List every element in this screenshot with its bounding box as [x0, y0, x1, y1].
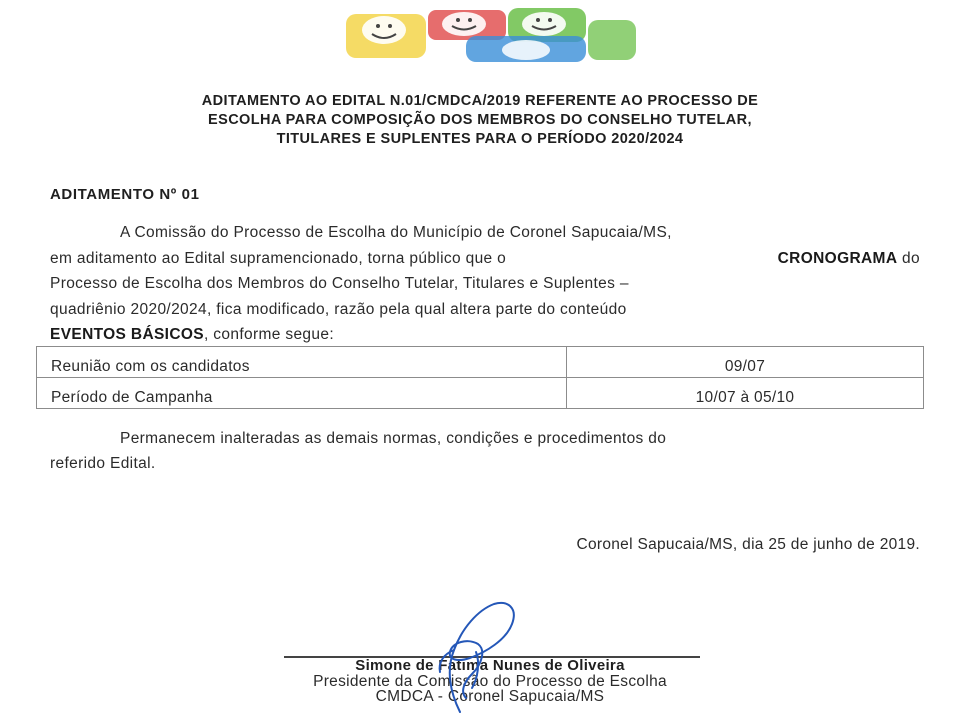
date-cell: 10/07 à 05/10	[567, 378, 924, 409]
schedule-table	[36, 346, 924, 409]
signatory-name: Simone de Fatima Nunes de Oliveira	[355, 657, 625, 674]
body-paragraph	[50, 220, 920, 348]
body-line: A Comissão do Processo de Escolha do Município de Coronel Sapucaia/MS,	[120, 224, 672, 241]
date-cell: 09/07	[567, 347, 924, 378]
cmdca-logo	[336, 6, 642, 66]
closing-line: referido Edital.	[50, 455, 156, 472]
signatory-org: CMDCA - Coronel Sapucaia/MS	[375, 688, 605, 705]
cronograma-emphasis: CRONOGRAMA	[777, 249, 898, 267]
table-row	[37, 378, 924, 409]
body-line: em aditamento ao Edital supramencionado, torna público que o CRONOGRAMA do	[50, 249, 920, 267]
body-line: quadriênio 2020/2024, fica modificado, razão pela qual altera parte do conteúdo	[50, 300, 627, 318]
place-date: Coronel Sapucaia/MS, dia 25 de junho de 2019.	[576, 536, 920, 553]
event-cell: Reunião com os candidatos	[37, 347, 567, 378]
title-line: TITULARES E SUPLENTES PARA O PERÍODO 2020/2024	[276, 131, 684, 147]
signatory-role: Presidente da Comissão do Processo de Escolha	[313, 673, 667, 690]
closing-line: Permanecem inalteradas as demais normas, condições e procedimentos do	[120, 430, 667, 447]
section-heading: ADITAMENTO Nº 01	[50, 186, 200, 203]
title-line: ADITAMENTO AO EDITAL N.01/CMDCA/2019 REFERENTE AO PROCESSO DE	[201, 93, 759, 109]
handwritten-signature-icon	[420, 592, 530, 720]
table-row	[37, 347, 924, 378]
closing-paragraph	[50, 426, 920, 476]
document-title	[40, 92, 920, 149]
event-cell: Período de Campanha	[37, 378, 567, 409]
body-line: EVENTOS BÁSICOS, conforme segue:	[50, 326, 334, 343]
eventos-basicos-emphasis: EVENTOS BÁSICOS	[50, 326, 204, 343]
children-faces-icon	[336, 6, 642, 66]
body-line: Processo de Escolha dos Membros do Conselho Tutelar, Titulares e Suplentes –	[50, 275, 629, 292]
title-line: ESCOLHA PARA COMPOSIÇÃO DOS MEMBROS DO CONSELHO TUTELAR,	[208, 112, 752, 128]
